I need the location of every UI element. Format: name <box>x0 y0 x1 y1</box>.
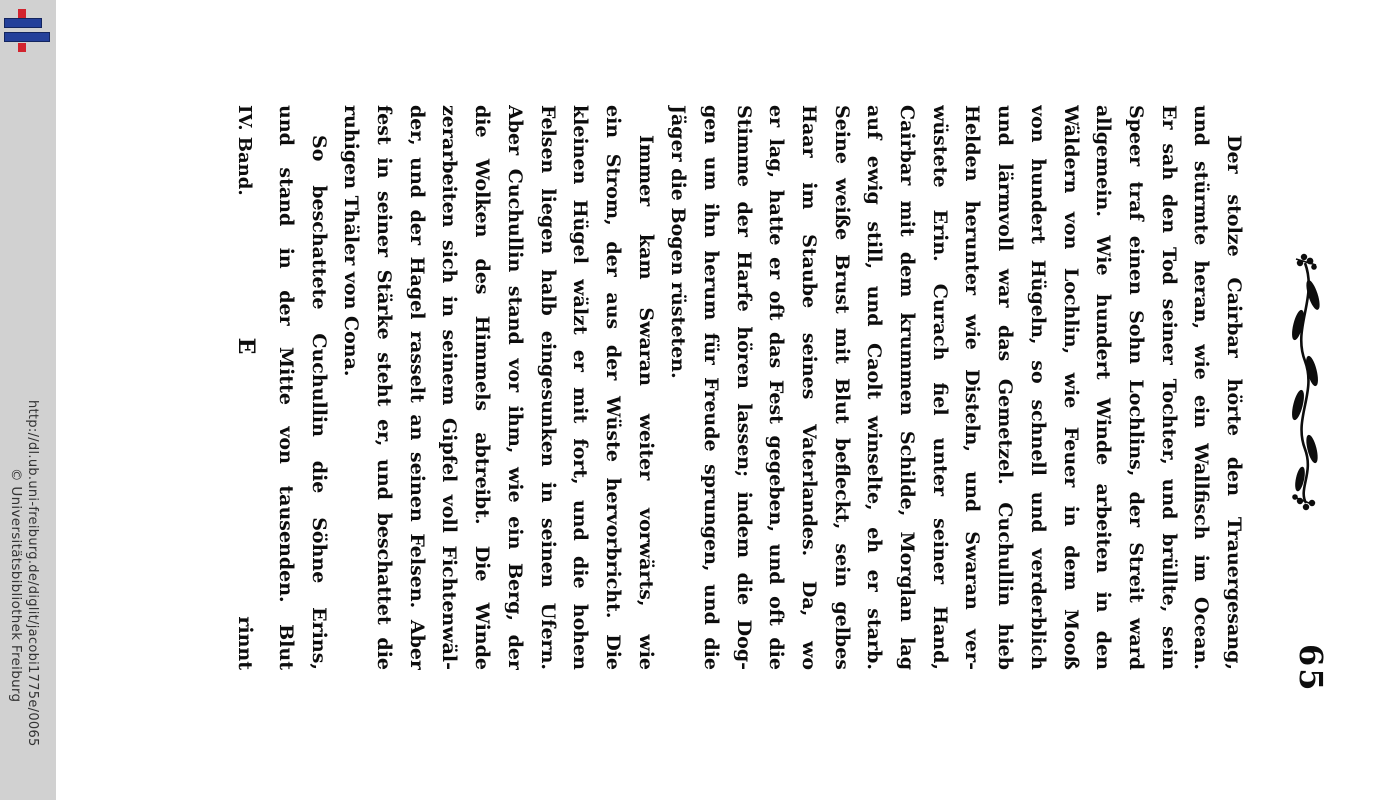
vine-ornament-icon <box>1288 253 1322 511</box>
copyright-caption: © Universitätsbibliothek Freiburg <box>8 468 24 703</box>
text-line: fest in seiner Stärke steht er, und beschattet die <box>373 105 396 670</box>
text-line: Stimme der Harfe hören lassen; indem die Dog- <box>732 105 755 670</box>
source-url-caption: http://dl.ub.uni-freiburg.de/diglit/jacobi1775e/0065 <box>25 400 40 747</box>
signature-line <box>233 105 259 670</box>
text-line: Wäldern von Lochlin, wie Feuer in dem Mooß <box>1059 105 1082 670</box>
library-logo-icon <box>0 0 56 60</box>
text-line: ruhigen Thäler von Cona. <box>340 105 363 377</box>
text-line: zerarbeiten sich in seinem Gipfel voll Fichtenwäl- <box>438 105 461 670</box>
text-line: allgemein. Wie hundert Winde arbeiten in den <box>1092 105 1115 670</box>
text-line: ein Strom, der aus der Wüste hervorbricht. Die <box>601 105 624 670</box>
text-line: kleinen Hügel wälzt er mit fort, und die hohen <box>569 105 592 670</box>
text-line: auf ewig still, und Caolt winselte, eh er starb. <box>863 105 886 670</box>
text-line: und stand in der Mitte von tausenden. Blut <box>275 105 298 670</box>
logo-red-bar-top <box>18 9 26 18</box>
logo-red-bar-bottom <box>18 43 26 52</box>
catchword: rinnt <box>234 616 256 670</box>
page-number: 65 <box>1292 644 1330 693</box>
text-line: er lag, hatte er oft das Fest gegeben, und oft die <box>765 105 788 670</box>
logo-blue-bar-long <box>4 32 50 42</box>
text-line: und stürmte heran, wie ein Wallfisch im Ocean. <box>1190 105 1213 670</box>
text-line: wüstete Erin. Curach fiel unter seiner Hand, <box>928 105 951 670</box>
volume-signature: IV. Band. <box>234 105 255 196</box>
text-line: Jäger die Bogen rüsteten. <box>667 105 690 379</box>
logo-blue-bar-short <box>4 18 42 28</box>
text-line: Speer traf einen Sohn Lochlins, der Streit ward <box>1124 105 1147 670</box>
text-line: Helden herunter wie Disteln, und Swaran ver- <box>961 105 984 670</box>
page-header <box>1272 0 1332 800</box>
text-line: Immer kam Swaran weiter vorwärts, wie <box>634 135 657 670</box>
text-line: gen um ihn herum für Freude sprungen, und die <box>700 105 722 670</box>
book-page-scan <box>56 0 1376 800</box>
gathering-signature: E <box>233 337 259 355</box>
text-line: Haar im Staube seines Vaterlandes. Da, wo <box>798 105 821 670</box>
text-line: Felsen liegen halb eingesunken in seinen Ufern. <box>536 105 559 670</box>
text-line: Er sah den Tod seiner Tochter, und brüllte, sein <box>1157 105 1180 670</box>
text-line: Der stolze Cairbar hörte den Trauergesang, <box>1223 135 1245 670</box>
text-line: die Wolken des Himmels abtreibt. Die Winde <box>471 105 494 670</box>
text-line: Seine weiße Brust mit Blut befleckt, sein gelbes <box>830 105 853 670</box>
text-line: So beschattete Cuchullin die Söhne Erins, <box>307 135 330 670</box>
text-block <box>269 105 1250 670</box>
text-line: Cairbar mit dem krummen Schilde, Morglan lag <box>896 105 919 670</box>
text-line: der, und der Hagel rasselt an seinen Felsen. Aber <box>405 105 428 670</box>
text-line: und lärmvoll war das Gemetzel. Cuchullin hieb <box>994 105 1017 670</box>
viewer-side-strip <box>0 0 56 800</box>
text-line: von hundert Hügeln, so schnell und verderblich <box>1026 105 1049 670</box>
text-line: Aber Cuchullin stand vor ihm, wie ein Berg, der <box>503 105 526 670</box>
